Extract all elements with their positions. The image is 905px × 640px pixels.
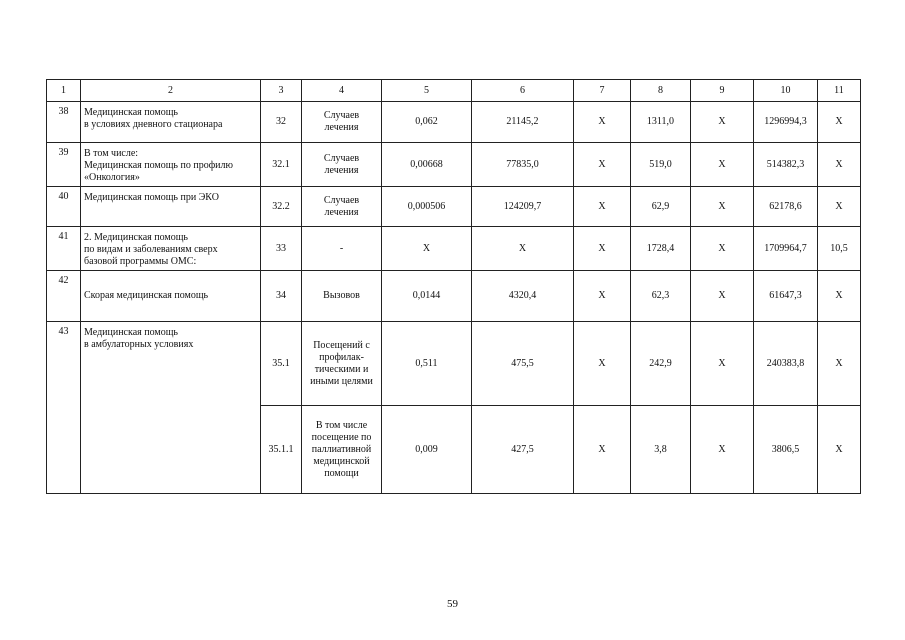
column-header: 9 [691,80,754,102]
column-header: 10 [754,80,818,102]
cell-col10: 1296994,3 [754,102,818,143]
table-row [47,187,861,227]
cell-col5: 0,511 [382,322,472,406]
row-name: Медицинская помощь в условиях дневного стационара [81,102,261,143]
row-name: Медицинская помощь при ЭКО [81,187,261,227]
row-unit: Случаев лечения [302,187,382,227]
cell-col10: 514382,3 [754,143,818,187]
cell-col10: 61647,3 [754,271,818,322]
row-unit: Случаев лечения [302,143,382,187]
cell-col5: 0,00668 [382,143,472,187]
cell-col5: 0,000506 [382,187,472,227]
cell-col6: 21145,2 [472,102,574,143]
cell-col9: X [691,271,754,322]
cell-col7: X [574,143,631,187]
cell-col5: 0,009 [382,406,472,494]
cell-col9: X [691,187,754,227]
cell-col6: 475,5 [472,322,574,406]
cell-col6: 427,5 [472,406,574,494]
cell-col11: 10,5 [818,227,861,271]
cell-col10: 62178,6 [754,187,818,227]
header-row [47,80,861,102]
table-body [47,102,861,322]
cell-col8: 3,8 [631,406,691,494]
row-code: 34 [261,271,302,322]
cell-col10: 3806,5 [754,406,818,494]
cell-col8: 1311,0 [631,102,691,143]
table-row [47,271,861,322]
cell-col9: X [691,143,754,187]
cell-col9: X [691,406,754,494]
cell-col11: X [818,406,861,494]
row-name: Скорая медицинская помощь [81,271,261,322]
row-unit: Посещений с профилак- тическими и иными целями [302,322,382,406]
row-number: 40 [47,187,81,227]
cell-col7: X [574,227,631,271]
cell-col11: X [818,102,861,143]
row-number: 42 [47,271,81,322]
cell-col10: 240383,8 [754,322,818,406]
cell-col11: X [818,271,861,322]
cell-col5: X [382,227,472,271]
cell-col5: 0,0144 [382,271,472,322]
row-name: 2. Медицинская помощь по видам и заболеваниям сверх базовой программы ОМС: [81,227,261,271]
table-row [47,143,861,187]
row-name: В том числе: Медицинская помощь по профилю «Онкология» [81,143,261,187]
row-number: 43 [47,322,81,494]
cell-col6: 4320,4 [472,271,574,322]
row-unit: - [302,227,382,271]
column-header: 11 [818,80,861,102]
column-header: 5 [382,80,472,102]
cell-col5: 0,062 [382,102,472,143]
row-number: 39 [47,143,81,187]
cell-col8: 62,3 [631,271,691,322]
row-unit: В том числе посещение по паллиативной медицинской помощи [302,406,382,494]
cell-col6: 124209,7 [472,187,574,227]
cell-col10: 1709964,7 [754,227,818,271]
column-header: 8 [631,80,691,102]
cell-col7: X [574,406,631,494]
column-header: 6 [472,80,574,102]
cell-col6: 77835,0 [472,143,574,187]
cell-col6: X [472,227,574,271]
cell-col7: X [574,322,631,406]
row-unit: Случаев лечения [302,102,382,143]
table-row [47,102,861,143]
row-code: 32 [261,102,302,143]
column-header: 4 [302,80,382,102]
cell-col11: X [818,187,861,227]
table-body-ambulatory [47,322,861,494]
cell-col11: X [818,322,861,406]
row-name: Медицинская помощь в амбулаторных условиях [81,322,261,494]
page-number: 59 [447,598,458,610]
cell-col9: X [691,322,754,406]
row-number: 38 [47,102,81,143]
column-header: 3 [261,80,302,102]
row-code: 35.1.1 [261,406,302,494]
cell-col9: X [691,102,754,143]
cell-col8: 242,9 [631,322,691,406]
cell-col8: 62,9 [631,187,691,227]
row-code: 32.2 [261,187,302,227]
cell-col11: X [818,143,861,187]
row-code: 33 [261,227,302,271]
cell-col9: X [691,227,754,271]
column-header: 2 [81,80,261,102]
cell-col8: 1728,4 [631,227,691,271]
row-unit: Вызовов [302,271,382,322]
table-row [47,322,861,406]
cell-col8: 519,0 [631,143,691,187]
row-code: 35.1 [261,322,302,406]
row-number: 41 [47,227,81,271]
cell-col7: X [574,102,631,143]
column-header: 7 [574,80,631,102]
column-header: 1 [47,80,81,102]
row-code: 32.1 [261,143,302,187]
cell-col7: X [574,271,631,322]
cell-col7: X [574,187,631,227]
table-row [47,227,861,271]
data-table [46,79,861,494]
